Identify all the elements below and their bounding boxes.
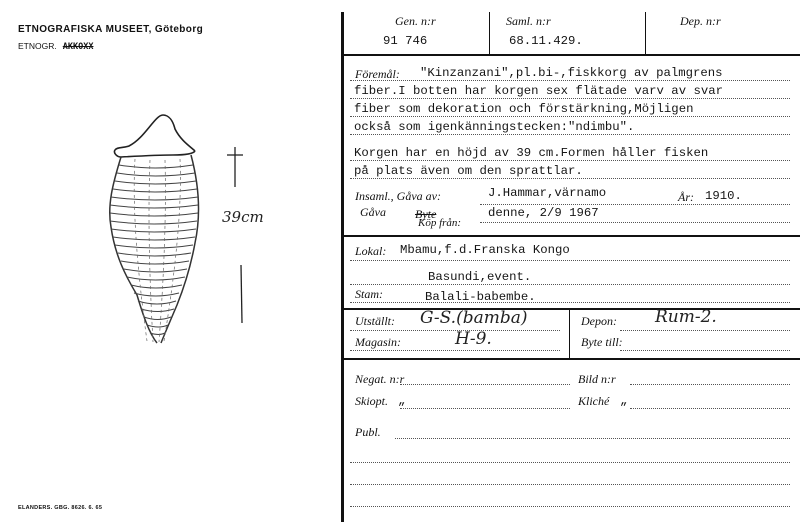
height-annotation: 39cm <box>222 208 264 226</box>
dotted-rule <box>620 330 790 331</box>
stam-value: Balali-babembe. <box>425 290 536 304</box>
cliche-label: Kliché <box>578 394 610 408</box>
dotted-rule <box>350 80 790 81</box>
donor-value: denne, 2/9 1967 <box>488 206 599 220</box>
dotted-rule <box>620 350 790 351</box>
year-label: År: <box>678 190 694 204</box>
dotted-rule <box>350 462 790 463</box>
section-rule-1 <box>343 235 800 237</box>
utstallt-label: Utställt: <box>355 314 396 328</box>
printer-imprint: ELANDERS. GBG. 8626. 6. 65 <box>18 505 103 511</box>
dotted-rule <box>480 204 790 205</box>
gen-label: Gen. n:r <box>395 14 436 28</box>
byte-till-label: Byte till: <box>581 335 623 349</box>
skiopt-value: „ <box>398 394 406 408</box>
card-left-border <box>341 12 344 522</box>
skiopt-label: Skiopt. <box>355 394 388 408</box>
dotted-rule <box>350 134 790 135</box>
collector-value: J.Hammar,värnamo <box>488 186 607 200</box>
negat-label: Negat. n:r <box>355 372 405 386</box>
etnogr-line <box>18 41 93 52</box>
depon-value: Rum-2. <box>655 307 717 327</box>
kop-label: Köp från: <box>418 217 462 229</box>
foremal-line: fiber som dekoration och förstärkning,Möjligen <box>354 102 694 116</box>
byte-struck: Byte <box>415 207 437 221</box>
dotted-rule <box>350 116 790 117</box>
dotted-rule <box>400 408 570 409</box>
dotted-rule <box>350 506 790 507</box>
foremal-line: "Kinzanzani",pl.bi-,fiskkorg av palmgrens <box>420 66 723 80</box>
lokal-label: Lokal: <box>355 244 387 258</box>
bild-label: Bild n:r <box>578 372 616 386</box>
lokal-value: Mbamu,f.d.Franska Kongo <box>400 243 570 257</box>
stam-value: Basundi,event. <box>428 270 532 284</box>
dotted-rule <box>395 438 790 439</box>
dotted-rule <box>350 302 790 303</box>
magasin-label: Magasin: <box>355 335 401 349</box>
dotted-rule <box>350 350 560 351</box>
header-divider-2 <box>645 12 646 54</box>
section-rule-3 <box>343 358 800 360</box>
museum-name: ETNOGRAFISKA MUSEET, Göteborg <box>18 24 204 35</box>
foremal-line: också som igenkänningstecken:"ndimbu". <box>354 120 635 134</box>
depon-label: Depon: <box>581 314 617 328</box>
dotted-rule <box>350 484 790 485</box>
section-rule-2 <box>343 308 800 310</box>
dep-label: Dep. n:r <box>680 14 721 28</box>
dotted-rule <box>350 160 790 161</box>
foremal-label: Föremål: <box>355 67 400 81</box>
dotted-rule <box>350 260 790 261</box>
cliche-value: „ <box>620 394 628 408</box>
insaml-label: Insaml., Gåva av: <box>355 189 441 203</box>
gava-label: Gåva <box>360 205 386 219</box>
header-bottom-rule <box>343 54 800 56</box>
magasin-value: H-9. <box>455 329 492 349</box>
saml-value: 68.11.429. <box>509 34 583 48</box>
dotted-rule <box>630 408 790 409</box>
saml-label: Saml. n:r <box>506 14 551 28</box>
dotted-rule <box>350 284 790 285</box>
dotted-rule <box>630 384 790 385</box>
basket-sketch <box>95 105 295 360</box>
dotted-rule <box>480 222 790 223</box>
foremal-line: fiber.I botten har korgen sex flätade varv av svar <box>354 84 723 98</box>
description-line: Korgen har en höjd av 39 cm.Formen håller fisken <box>354 146 709 160</box>
header-divider-1 <box>489 12 490 54</box>
etnogr-struck-number: AKKOXX <box>62 42 94 52</box>
gen-value: 91 746 <box>383 34 428 48</box>
dotted-rule <box>350 178 790 179</box>
year-value: 1910. <box>705 189 742 203</box>
storage-divider <box>569 310 570 358</box>
dotted-rule <box>400 384 570 385</box>
description-line: på plats även om den sprattlar. <box>354 164 583 178</box>
etnogr-label: ETNOGR. <box>18 41 57 51</box>
utstallt-value: G-S.(bamba) <box>420 308 528 328</box>
stam-label: Stam: <box>355 287 383 301</box>
publ-label: Publ. <box>355 425 381 439</box>
dotted-rule <box>350 98 790 99</box>
